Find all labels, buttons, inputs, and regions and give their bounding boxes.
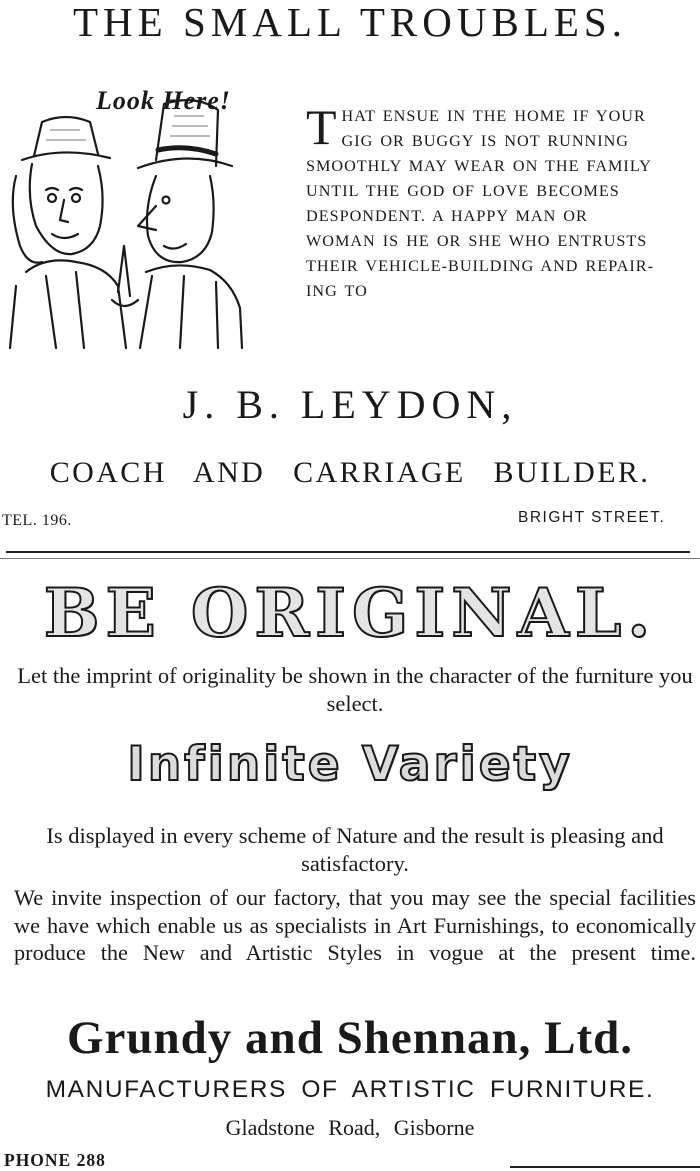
look-here-caption: Look Here!	[96, 86, 231, 115]
grundy-trade: MANUFACTURERS OF ARTISTIC FURNITURE.	[45, 1076, 655, 1103]
section-divider-thin	[0, 558, 700, 559]
leydon-body-text	[306, 99, 658, 304]
section-divider	[6, 551, 690, 553]
leydon-headline: THE SMALL TROUBLES.	[73, 0, 627, 45]
grundy-invitation: We invite inspection of our factory, that you may see the special facilities we have which enable us as specialists in Art Furnishings, to economically produce the New and Artistic Styles in vogue at the present time.	[14, 885, 696, 965]
bottom-rule	[510, 1166, 700, 1168]
grundy-display-text: Is displayed in every scheme of Nature and the result is pleasing and satisfactory.	[46, 823, 664, 876]
leydon-body-copy: HAT ENSUE IN THE HOME IF YOUR GIG OR BUGGY IS NOT RUNNING SMOOTHLY MAY WEAR ON THE FAMILY UNTIL THE GOD OF LOVE BECOMES DESPONDENT. A HAPPY MAN OR WOMAN IS HE OR SHE WHO ENTRUSTS THEIR VEHICLE-BUILDING AND REPAIR-ING TO	[306, 107, 654, 300]
leydon-dropcap: T	[306, 99, 338, 155]
leydon-telephone: TEL. 196.	[2, 512, 72, 529]
grundy-headline: BE ORIGINAL.	[43, 574, 657, 652]
leydon-trade: COACH AND CARRIAGE BUILDER.	[49, 456, 651, 489]
grundy-phone: PHONE 288	[4, 1150, 106, 1170]
leydon-name: J. B. LEYDON,	[182, 382, 518, 427]
grundy-address: Gladstone Road, Gisborne	[225, 1115, 475, 1140]
leydon-address: BRIGHT STREET.	[518, 509, 666, 526]
two-gentlemen-cartoon-icon	[6, 86, 246, 356]
grundy-intro: Let the imprint of originality be shown in the character of the furniture you select.	[17, 663, 693, 716]
grundy-subheadline: Infinite Variety	[127, 737, 573, 792]
grundy-company-name: Grundy and Shennan, Ltd.	[66, 1012, 634, 1064]
